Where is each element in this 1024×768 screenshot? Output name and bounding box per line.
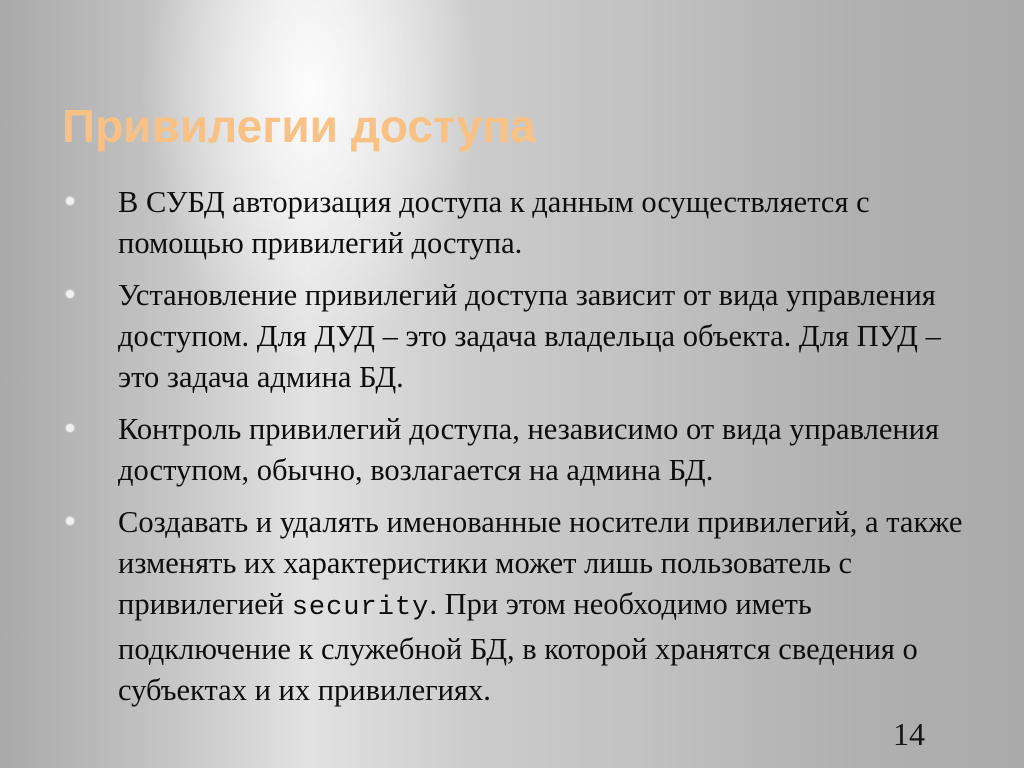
bullet-text: Контроль привилегий доступа, независимо от вида управления доступом, обычно, возлагается на админа БД.	[118, 412, 940, 487]
bullet-text: . При этом необходимо иметь подключение к служебной БД, в которой хранятся сведения о субъектах и их привилегиях.	[118, 587, 918, 707]
code-term: security	[291, 593, 430, 623]
bullet-item	[64, 275, 976, 398]
bullet-text: Создавать и удалять именованные носители привилегий, а также изменять их характеристики может лишь пользователь с привилегией	[118, 505, 963, 621]
bullet-list	[64, 182, 976, 722]
page-number: 14	[893, 716, 925, 752]
bullet-item	[64, 409, 976, 491]
slide-title: Привилегии доступа	[62, 99, 536, 152]
bullet-text: Установление привилегий доступа зависит от вида управления доступом. Для ДУД – это задача владельца объекта. Для ПУД – это задача админа БД.	[118, 278, 941, 394]
bullet-item	[64, 502, 976, 711]
bullet-item	[64, 182, 976, 264]
bullet-text: В СУБД авторизация доступа к данным осуществляется с помощью привилегий доступа.	[118, 185, 870, 260]
